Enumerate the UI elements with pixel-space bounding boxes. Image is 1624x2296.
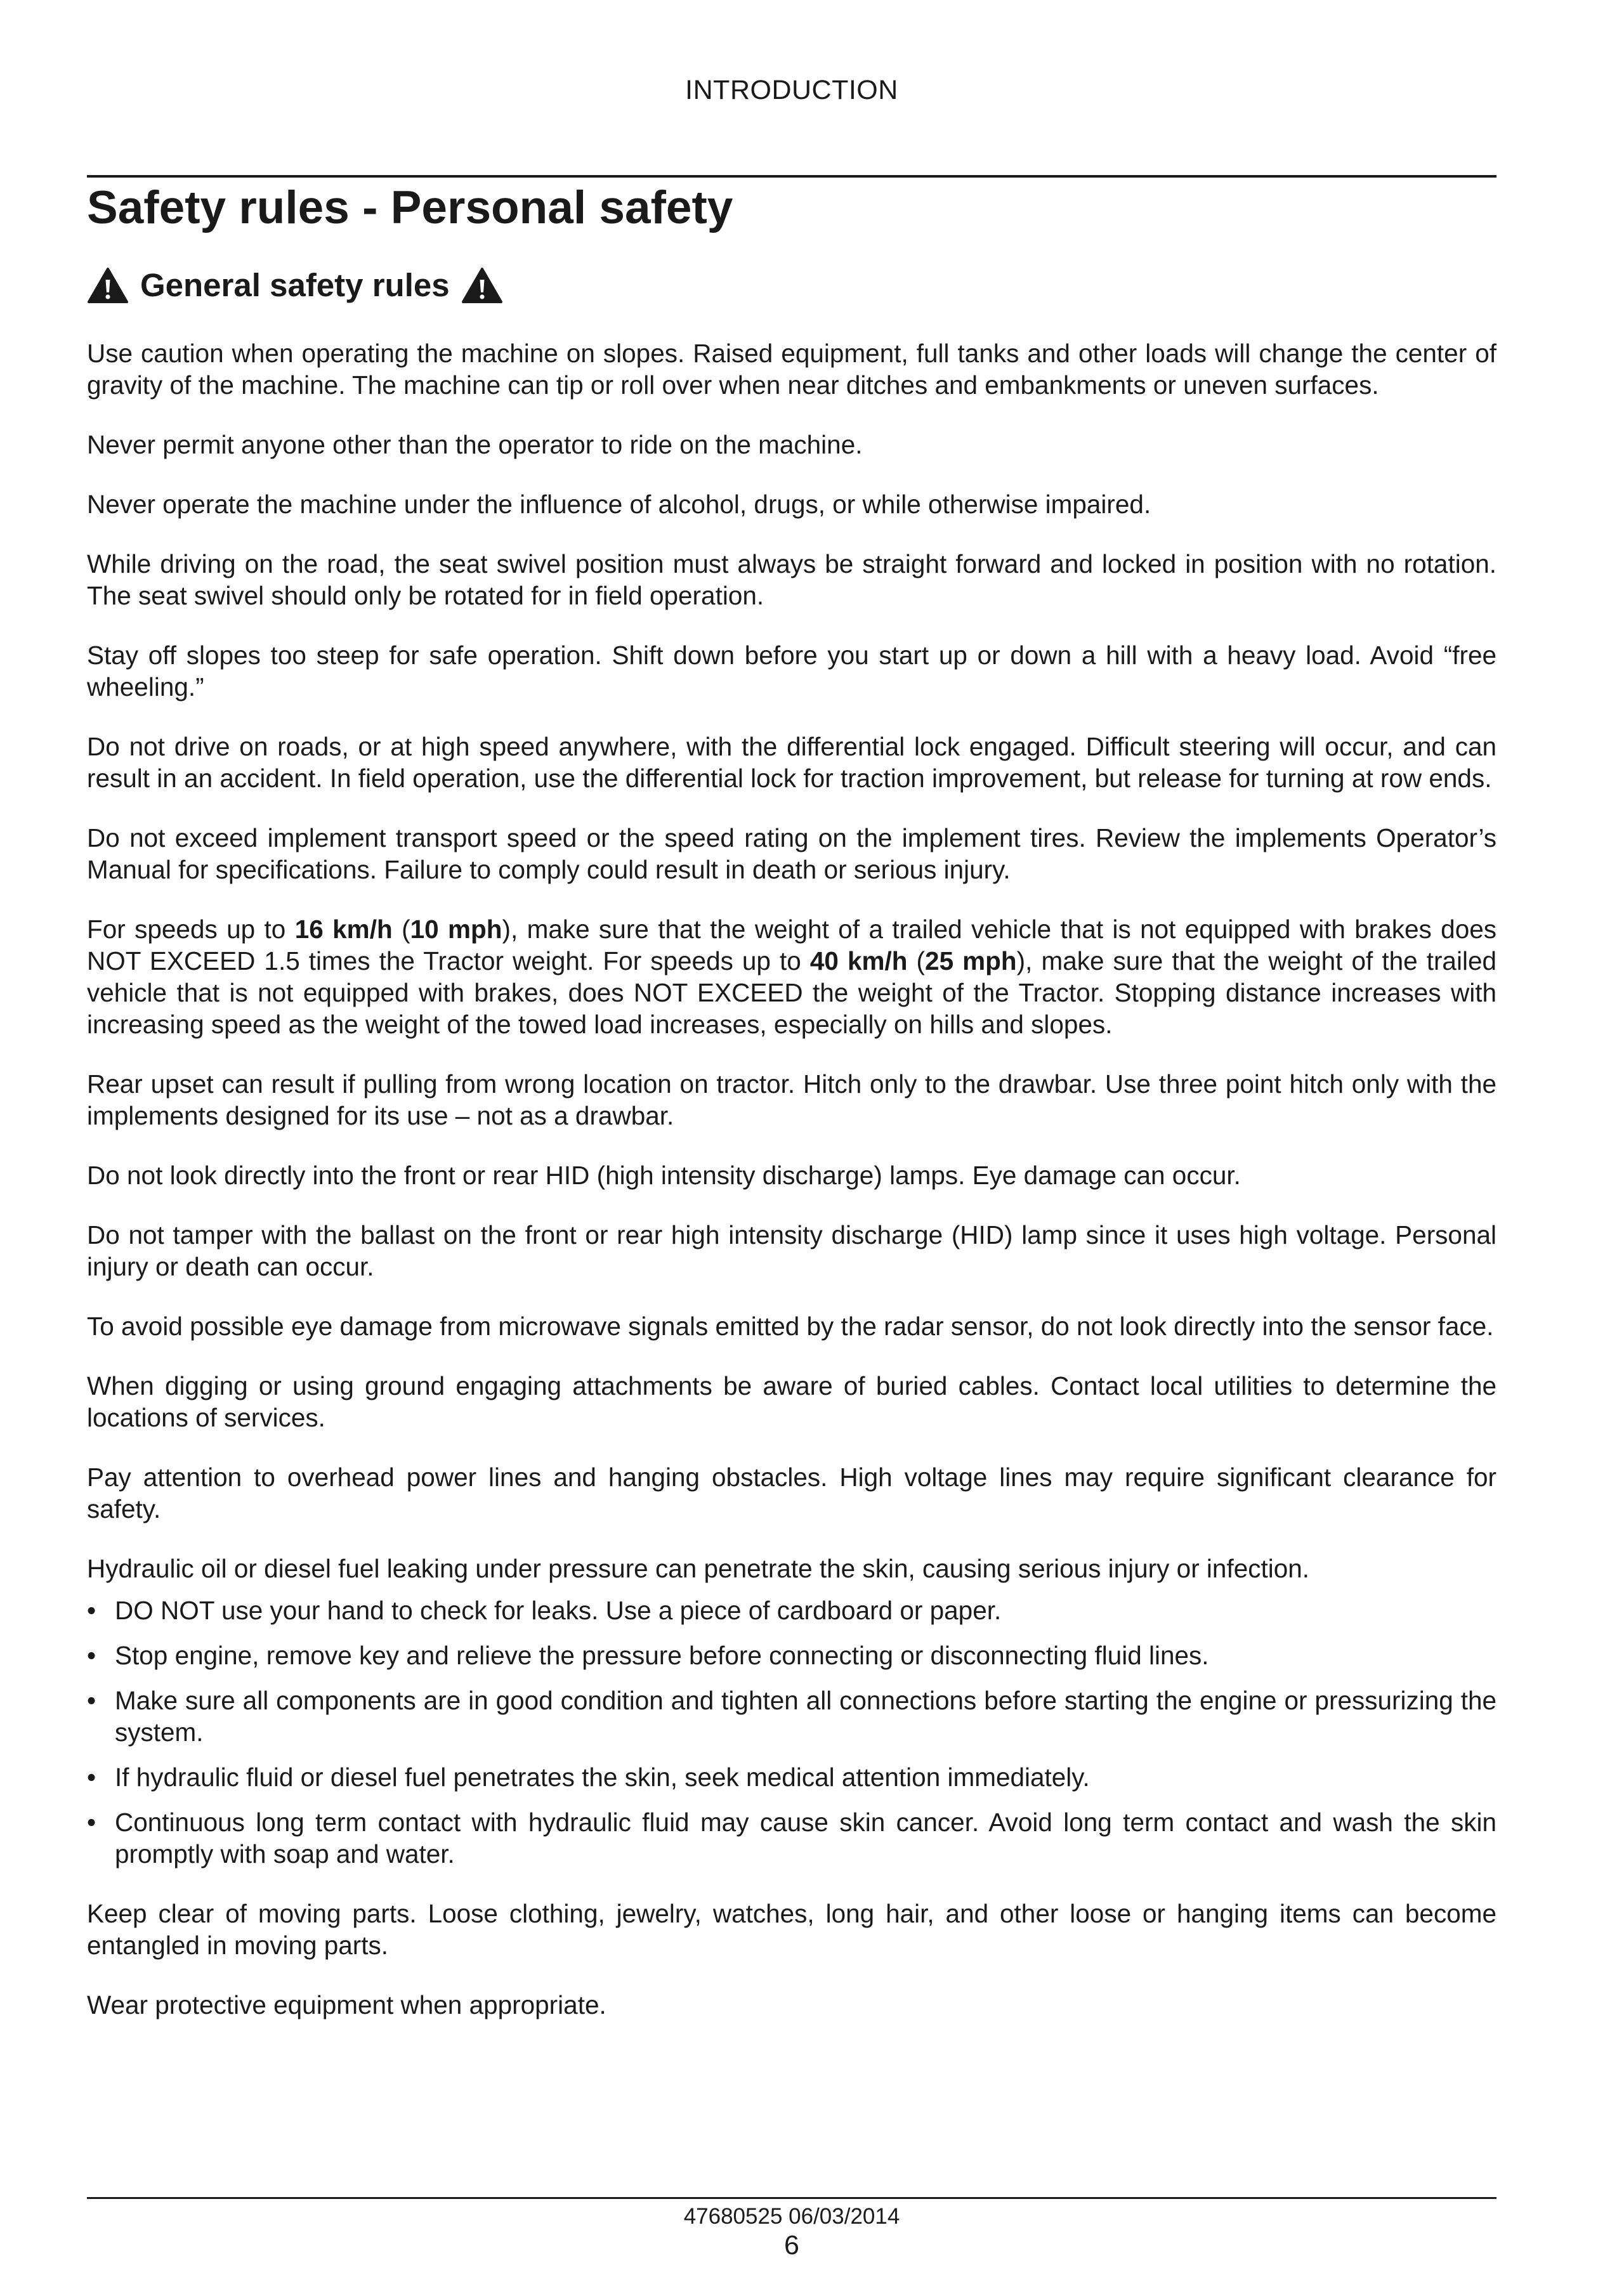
list-item xyxy=(87,1761,1496,1793)
text-run: ), make sure that the weight of a trailed vehicle that is not equipped with brakes does NOT EXCEED 1.5 times the Tractor weight. For speeds up to xyxy=(87,915,1496,975)
bullet-marker: • xyxy=(87,1641,96,1670)
text-run: For speeds up to xyxy=(87,915,295,944)
text-run: ( xyxy=(907,946,926,975)
speed-value: 10 mph xyxy=(410,915,502,944)
text-run: ( xyxy=(392,915,410,944)
document-code: 47680525 06/03/2014 xyxy=(683,2204,900,2229)
list-item-text: Continuous long term contact with hydraulic fluid may cause skin cancer. Avoid long term contact and wash the skin promptly with soap and water. xyxy=(115,1808,1496,1869)
text-run: ), make sure that the weight of the trailed vehicle that is not equipped with brakes, does NOT EXCEED the weight of the Tractor. Stopping distance increases with increasing speed as the weight of the towed load increases, especially on hills and slopes. xyxy=(87,946,1497,1039)
paragraph-buried-cables: When digging or using ground engaging attachments be aware of buried cables. Contact local utilities to determine the locations of services. xyxy=(87,1371,1496,1432)
speed-value: 40 km/h xyxy=(809,946,908,975)
body-text xyxy=(87,337,1496,2049)
list-item-text: Make sure all components are in good condition and tighten all connections before starting the engine or pressurizing the system. xyxy=(115,1686,1496,1747)
warning-triangle-icon xyxy=(461,267,503,304)
warning-triangle-icon xyxy=(87,267,129,304)
paragraph-riders: Never permit anyone other than the operator to ride on the machine. xyxy=(87,430,863,459)
paragraph-protective-equipment: Wear protective equipment when appropriate. xyxy=(87,1990,606,2019)
running-header: INTRODUCTION xyxy=(685,75,898,105)
page-title: Safety rules - Personal safety xyxy=(87,182,733,233)
section-heading xyxy=(87,265,503,306)
paragraph-moving-parts: Keep clear of moving parts. Loose clothing, jewelry, watches, long hair, and other loose or hanging items can become entangled in moving parts. xyxy=(87,1899,1496,1960)
bullet-marker: • xyxy=(87,1686,96,1715)
bullet-marker: • xyxy=(87,1808,96,1837)
paragraph-trailed-vehicle xyxy=(87,913,1496,1040)
top-divider xyxy=(87,175,1496,178)
paragraph-seat-swivel: While driving on the road, the seat swivel position must always be straight forward and locked in position with no rotation. The seat swivel should only be rotated for in field operation. xyxy=(87,549,1496,610)
speed-value: 16 km/h xyxy=(294,915,393,944)
paragraph-hydraulic-leaks: Hydraulic oil or diesel fuel leaking under pressure can penetrate the skin, causing serious injury or infection. xyxy=(87,1554,1310,1583)
paragraph-hid-lamps: Do not look directly into the front or rear HID (high intensity discharge) lamps. Eye damage can occur. xyxy=(87,1161,1241,1190)
paragraph-radar: To avoid possible eye damage from microwave signals emitted by the radar sensor, do not look directly into the sensor face. xyxy=(87,1312,1494,1341)
list-item xyxy=(87,1806,1496,1870)
paragraph-rear-upset: Rear upset can result if pulling from wrong location on tractor. Hitch only to the drawbar. Use three point hitch only with the implements designed for its use – not as a drawbar. xyxy=(87,1069,1496,1130)
bullet-marker: • xyxy=(87,1763,96,1792)
hydraulic-safety-list xyxy=(87,1595,1496,1870)
paragraph-slopes: Use caution when operating the machine on slopes. Raised equipment, full tanks and other loads will change the center of gravity of the machine. The machine can tip or roll over when near ditches and embankments or uneven surfaces. xyxy=(87,339,1496,400)
list-item xyxy=(87,1685,1496,1748)
bullet-marker: • xyxy=(87,1596,96,1625)
paragraph-power-lines: Pay attention to overhead power lines and hanging obstacles. High voltage lines may require significant clearance for safety. xyxy=(87,1463,1496,1523)
section-heading-text: General safety rules xyxy=(140,267,450,303)
list-item xyxy=(87,1595,1496,1626)
list-item-text: If hydraulic fluid or diesel fuel penetrates the skin, seek medical attention immediately. xyxy=(115,1763,1090,1792)
paragraph-transport-speed: Do not exceed implement transport speed or the speed rating on the implement tires. Review the implements Operator’s Manual for specifications. Failure to comply could result in death or serious injury. xyxy=(87,823,1496,884)
list-item-text: Stop engine, remove key and relieve the pressure before connecting or disconnecting fluid lines. xyxy=(115,1641,1209,1670)
paragraph-steep-slopes: Stay off slopes too steep for safe operation. Shift down before you start up or down a hill with a heavy load. Avoid “free wheeling.” xyxy=(87,641,1496,701)
paragraph-impairment: Never operate the machine under the influence of alcohol, drugs, or while otherwise impaired. xyxy=(87,490,1151,519)
paragraph-ballast: Do not tamper with the ballast on the front or rear high intensity discharge (HID) lamp since it uses high voltage. Personal injury or death can occur. xyxy=(87,1220,1496,1281)
list-item-text: DO NOT use your hand to check for leaks. Use a piece of cardboard or paper. xyxy=(115,1596,1002,1625)
list-item xyxy=(87,1640,1496,1671)
bottom-divider xyxy=(87,2197,1496,2199)
paragraph-differential-lock: Do not drive on roads, or at high speed anywhere, with the differential lock engaged. Difficult steering will occur, and can result in an accident. In field operation, use the differential lock for traction improvement, but release for turning at row ends. xyxy=(87,732,1496,793)
speed-value: 25 mph xyxy=(925,946,1017,975)
page-number: 6 xyxy=(784,2230,799,2260)
